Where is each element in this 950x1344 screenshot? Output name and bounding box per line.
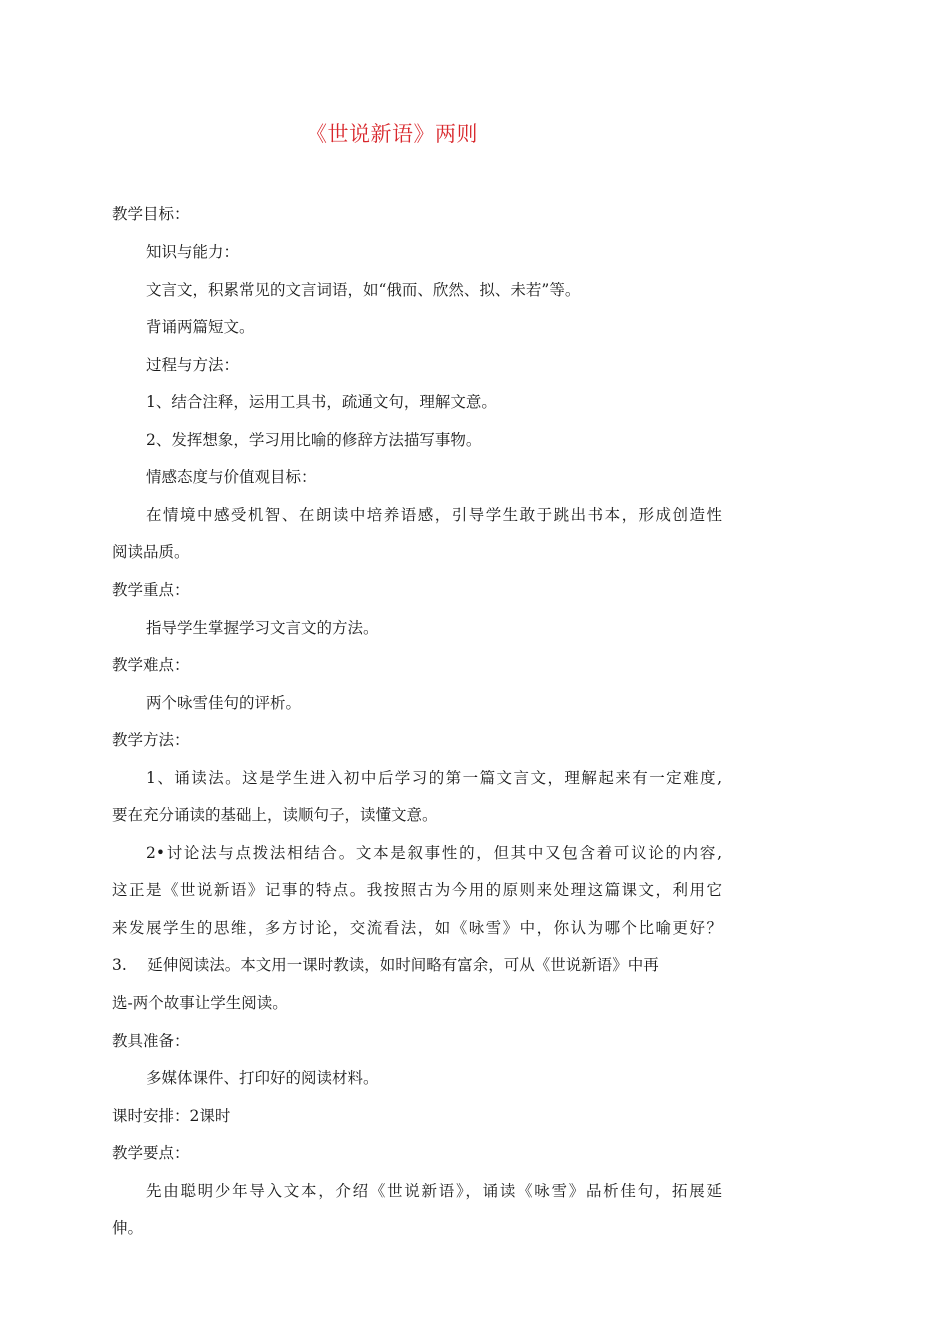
subheading-process-method: 过程与方法： xyxy=(146,356,240,374)
paragraph-line: 1、诵读法。这是学生进入初中后学习的第一篇文言文，理解起来有一定难度, xyxy=(146,769,722,787)
heading-teaching-difficulty: 教学难点： xyxy=(112,656,190,674)
list-item: 2、发挥想象，学习用比喻的修辞方法描写事物。 xyxy=(146,431,482,449)
paragraph-line: 选-两个故事让学生阅读。 xyxy=(112,994,288,1012)
paragraph-line: 来发展学生的思维，多方讨论，交流看法，如《咏雪》中，你认为哪个比喻更好？ xyxy=(112,919,722,937)
heading-teaching-tools: 教具准备： xyxy=(112,1032,190,1050)
heading-class-schedule: 课时安排：2课时 xyxy=(112,1107,231,1125)
paragraph-line: 阅读品质。 xyxy=(112,543,190,561)
paragraph-line: 3. 延伸阅读法。本文用一课时教读，如时间略有富余，可从《世说新语》中再 xyxy=(112,956,659,974)
heading-teaching-method: 教学方法： xyxy=(112,731,190,749)
heading-teaching-points: 教学要点： xyxy=(112,1144,190,1162)
paragraph-line: 伸。 xyxy=(112,1219,144,1237)
paragraph-line: 两个咏雪佳句的评析。 xyxy=(146,694,302,712)
paragraph-line: 这正是《世说新语》记事的特点。我按照古为今用的原则来处理这篇课文，利用它 xyxy=(112,881,722,899)
paragraph-line: 背诵两篇短文。 xyxy=(146,318,255,336)
paragraph-line: 要在充分诵读的基础上，读顺句子，读懂文意。 xyxy=(112,806,438,824)
heading-teaching-goals: 教学目标： xyxy=(112,205,190,223)
subheading-emotion-values: 情感态度与价值观目标： xyxy=(146,468,317,486)
heading-teaching-focus: 教学重点： xyxy=(112,581,190,599)
paragraph-line: 先由聪明少年导入文本，介绍《世说新语》，诵读《咏雪》品析佳句，拓展延 xyxy=(146,1182,722,1200)
paragraph-line: 文言文，积累常见的文言词语，如“俄而、欣然、拟、未若”等。 xyxy=(146,281,581,299)
paragraph-line: 多媒体课件、打印好的阅读材料。 xyxy=(146,1069,379,1087)
paragraph-line: 指导学生掌握学习文言文的方法。 xyxy=(146,619,379,637)
paragraph-line: 2•讨论法与点拨法相结合。文本是叙事性的，但其中又包含着可议论的内容, xyxy=(146,844,722,862)
list-item: 1、结合注释，运用工具书，疏通文句，理解文意。 xyxy=(146,393,497,411)
document-title: 《世说新语》两则 xyxy=(306,122,478,146)
paragraph-line: 在情境中感受机智、在朗读中培养语感，引导学生敢于跳出书本，形成创造性 xyxy=(146,506,722,524)
subheading-knowledge-ability: 知识与能力： xyxy=(146,243,240,261)
